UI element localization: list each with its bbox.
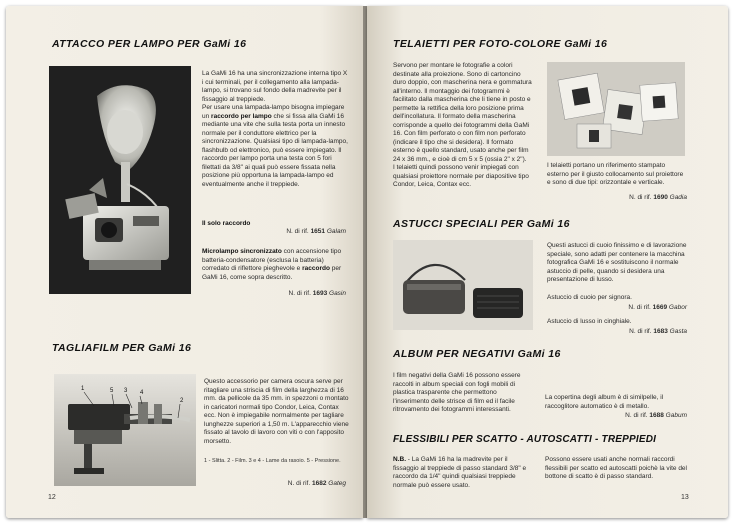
lady-case-item: Astuccio di cuoio per signora. <box>547 294 632 301</box>
flash-attachment-photo <box>49 66 191 294</box>
ref-prefix: N. di rif. <box>629 194 652 201</box>
film-cutter-title: TAGLIAFILM PER GaMi 16 <box>52 342 192 354</box>
page-number-left: 12 <box>48 494 56 501</box>
ref-prefix: N. di rif. <box>288 290 311 297</box>
negative-album-cover-text: La copertina degli album è di similpelle, il raccoglitore automatico è di metallo. <box>545 394 664 410</box>
ref-number: 1682 <box>312 480 327 487</box>
negative-album-title: ALBUM PER NEGATIVI GaMi 16 <box>393 348 561 360</box>
ref-name: Gabor <box>668 304 687 311</box>
ref-number: 1683 <box>653 328 668 335</box>
cutter-label-2: 2 <box>180 398 184 404</box>
flash-adapter-term: raccordo per lampo <box>211 112 272 120</box>
flash-adapter-text-a: Per usare una lampada-lampo bisogna impiegare un <box>202 104 345 120</box>
leather-cases-illustration <box>393 240 533 330</box>
microflash-ref-code <box>246 290 346 297</box>
microflash-description <box>202 248 348 282</box>
flash-intro-text: La GaMi 16 ha una sincronizzazione interna tipo X i cui terminali, per il collegamento alla lampada-lampo, si trovano sul fondo della madrevite per il fissaggio al treppiede. <box>202 70 348 103</box>
boar-case-item: Astuccio di lusso in cinghiale. <box>547 318 632 325</box>
ref-number: 1688 <box>649 412 664 419</box>
ref-number: 1690 <box>653 194 668 201</box>
ref-prefix: N. di rif. <box>629 328 652 335</box>
cutter-label-4: 4 <box>140 390 144 396</box>
boar-case-ref-code <box>587 328 687 335</box>
adapter-term: raccordo <box>302 265 330 272</box>
microflash-text-b: con accensione tipo batteria-condensatore (esclusa la batteria) corredato di riflettore pieghevole e <box>202 248 342 272</box>
flash-adapter-text-c: che si fissa alla GaMi 16 mediante una vite che sulla testa porta un innesto normale per il conduttore elettrico per la sincronizzazione. Qualsiasi tipo di lampada-lampo, flashbulb od elettronico, può essere impiegato. Il raccordo per lampo porta una testa con 5 fori filettati da 3/8" ai quali può essere fissata nella posizione più opportuna la lampada-lampo ed eventualmente anche il treppiede. <box>202 112 348 188</box>
adapter-only-label: Il solo raccordo <box>202 220 251 227</box>
microflash-term: Microlampo sincronizzato <box>202 248 282 255</box>
page-number-right: 13 <box>681 494 689 501</box>
flash-camera-illustration <box>49 66 191 294</box>
cutter-label-5: 5 <box>110 388 114 394</box>
film-cutter-illustration <box>54 374 196 486</box>
right-page <box>367 6 728 518</box>
color-frames-photo <box>547 62 685 156</box>
special-cases-title: ASTUCCI SPECIALI PER GaMi 16 <box>393 218 570 230</box>
negative-album-description: I film negativi della GaMi 16 possono essere raccolti in album speciali con fogli mobili di plastica trasparente che permettono l'inserimento delle strisce di film ed il facile ritrovamento dei fotogrammi interessanti. <box>393 372 521 413</box>
ref-name: Gasin <box>329 290 346 297</box>
ref-number: 1693 <box>312 290 328 297</box>
cutter-label-3: 3 <box>124 388 128 394</box>
ref-name: Gadia <box>669 194 687 201</box>
ref-prefix: N. di rif. <box>287 480 311 487</box>
cables-note <box>393 456 533 490</box>
ref-number: 1669 <box>652 304 668 311</box>
color-frames-text: Servono per montare le fotografie a colori destinate alla proiezione. Sono di cartoncino duro doppio, con mascherina nera e gommatura all'interno. Il montaggio dei fotogrammi è facilitato dalla mascherina che li tiene in posto e permette la rettifica della loro posizione prima dell'incollatura. Il formato della mascherina corrisponde a quello dei fotogrammi della GaMi 16. Con film perforato o con film non perforato (indicare il tipo che si desidera). Il formato esterno è quello standard, usato anche per film 24 x 36 mm., e cioè di cm 5 x 5 (ossia 2" x 2"). <box>393 62 532 163</box>
film-cutter-description: Questo accessorio per camera oscura serve per ritagliare una striscia di film della larghezza di 16 mm. da pellicole da 35 mm. in spezzoni o montato in caricatori normali tipo Condor, Leica, Contax ecc. Non è impiegabile normalmente per tagliare lunghezze superiori a 1,50 m. L'apparecchio viene fissato al tavolo di lavoro con viti o con l'apposito morsetto. <box>204 378 349 445</box>
cables-note-text: - La GaMi 16 ha la madrevite per il fissaggio al treppiede di passo standard 3/8" e raccordo da 1/4" quindi qualsiasi treppiede normale può essere usato. <box>393 456 527 489</box>
catalog-spread <box>6 6 728 518</box>
ref-number: 1651 <box>310 228 326 235</box>
film-cutter-photo <box>54 374 196 486</box>
microflash-text-d: per GaMi 16, come sopra descritto. <box>202 265 342 281</box>
ref-name: Galam <box>326 228 346 235</box>
ref-name: Gateg <box>328 480 346 487</box>
color-frames-projector-text: I telaietti quindi possono venir impiegati con qualsiasi proiettore normale per diapositive tipo Condor, Leica, Contax ecc. <box>393 164 529 188</box>
ref-prefix: N. di rif. <box>625 412 648 419</box>
ref-name: Gabum <box>665 412 687 419</box>
left-page <box>6 6 363 518</box>
cables-description: Possono essere usati anche normali raccordi flessibili per scatto ed autoscatti poichè la vite del bottone di scatto è di passo standard. <box>545 456 687 480</box>
special-cases-photo <box>393 240 533 330</box>
flash-description <box>202 70 348 189</box>
film-cutter-ref-code <box>246 480 346 487</box>
color-frames-description <box>393 62 535 190</box>
cables-title: FLESSIBILI PER SCATTO - AUTOSCATTI - TREPPIEDI <box>393 434 657 445</box>
negative-album-ref-code <box>587 412 687 419</box>
film-cutter-caption: 1 - Slitta. 2 - Film. 3 e 4 - Lame da rasoio. 5 - Pressione. <box>204 458 341 464</box>
nb-label: N.B. <box>393 456 406 463</box>
color-frames-ref-code <box>587 194 687 201</box>
ref-name: Gasta <box>669 328 687 335</box>
ref-prefix: N. di rif. <box>286 228 309 235</box>
adapter-ref-code <box>246 228 346 235</box>
slide-frames-illustration <box>547 62 685 156</box>
ref-prefix: N. di rif. <box>628 304 651 311</box>
cutter-label-1: 1 <box>81 386 85 392</box>
special-cases-description: Questi astucci di cuoio finissimo e di lavorazione speciale, sono adatti per contenere la macchina fotografica GaMi 16 e sostituiscono il normale astuccio di pelle, quando si desidera una presentazione di lusso. <box>547 242 687 283</box>
color-frames-title: TELAIETTI PER FOTO-COLORE GaMi 16 <box>393 38 608 50</box>
flash-attachment-title: ATTACCO PER LAMPO PER GaMi 16 <box>52 38 247 50</box>
frames-types-text: I telaietti portano un riferimento stampato esterno per il giusto collocamento sul proiettore e sono di due tipi: orizzontale e verticale. <box>547 162 684 186</box>
lady-case-ref-code <box>587 304 687 311</box>
